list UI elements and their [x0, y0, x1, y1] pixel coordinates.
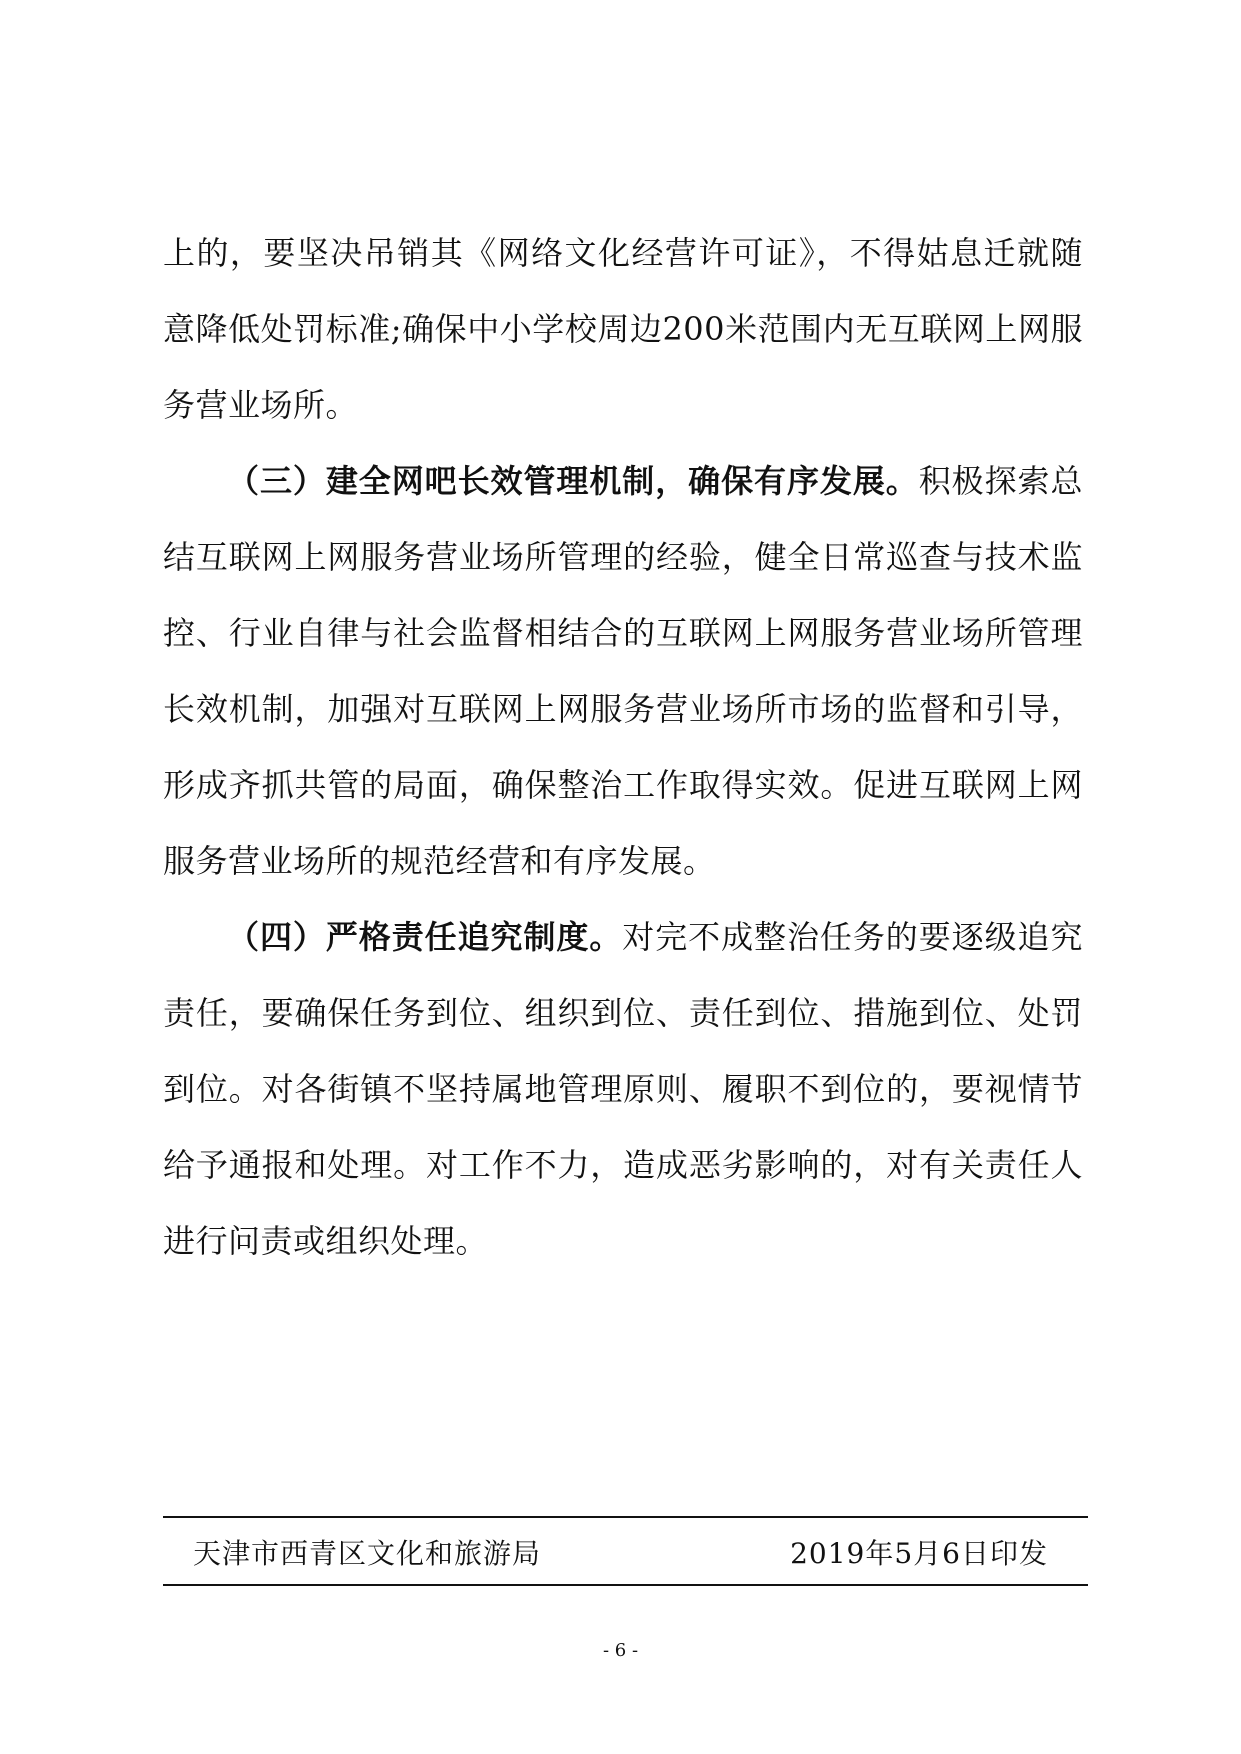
issuer-name: 天津市西青区文化和旅游局 [193, 1537, 542, 1570]
paragraph-section-4 [163, 899, 1083, 1279]
section-heading: （三）建全网吧长效管理机制，确保有序发展。 [227, 462, 919, 500]
paragraph-text: 对完不成整治任务的要逐级追究责任，要确保任务到位、组织到位、责任到位、措施到位、处罚到位。对各街镇不坚持属地管理原则、履职不到位的，要视情节给予通报和处理。对工作不力，造成恶劣影响的，对有关责任人进行问责或组织处理。 [163, 918, 1083, 1260]
paragraph-text: 积极探索总结互联网上网服务营业场所管理的经验，健全日常巡查与技术监控、行业自律与社会监督相结合的互联网上网服务营业场所管理长效机制，加强对互联网上网服务营业场所市场的监督和引导，形成齐抓共管的局面，确保整治工作取得实效。促进互联网上网服务营业场所的规范经营和有序发展。 [163, 462, 1083, 880]
section-heading: （四）严格责任追究制度。 [227, 918, 623, 956]
issuance-footer [163, 1516, 1088, 1586]
document-body [163, 215, 1083, 1279]
paragraph-text: 上的，要坚决吊销其《网络文化经营许可证》，不得姑息迁就随意降低处罚标准;确保中小学校周边200米范围内无互联网上网服务营业场所。 [163, 234, 1083, 424]
page-number: - 6 - [602, 1640, 639, 1661]
paragraph-section-3 [163, 443, 1083, 899]
paragraph-continuation [163, 215, 1083, 443]
issue-date: 2019年5月6日印发 [790, 1537, 1048, 1570]
